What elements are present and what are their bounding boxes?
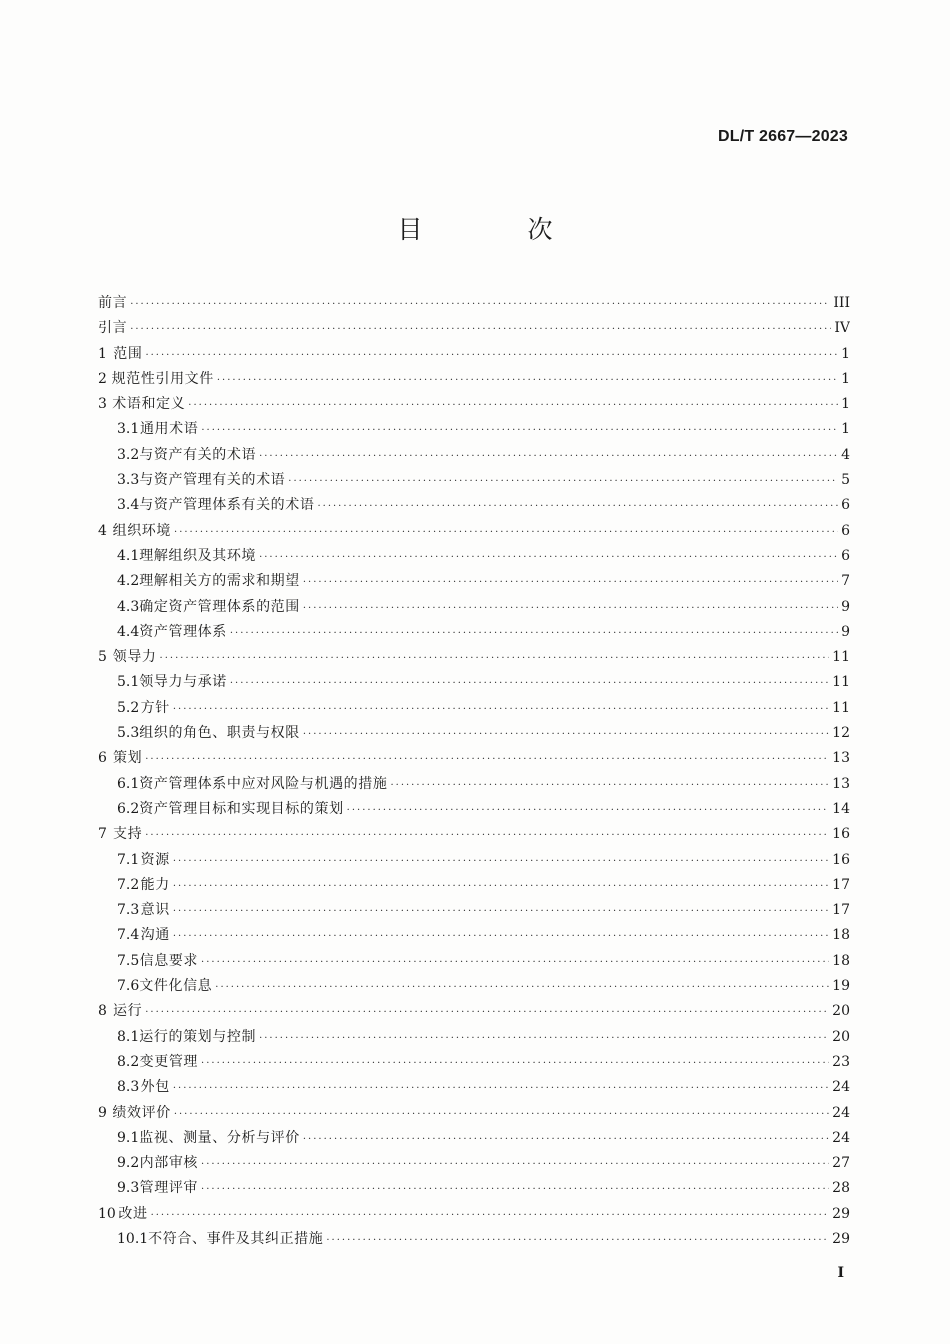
toc-leader-dots [303,596,838,620]
toc-entry-label: 监视、测量、分析与评价 [139,1129,300,1146]
toc-entry-number: 7.4 [117,927,140,944]
toc-entry-number: 4.2 [117,573,140,590]
toc-entry-page: 1 [841,421,850,438]
toc-leader-dots [317,494,838,518]
toc-entry-label: 不符合、事件及其纠正措施 [148,1230,324,1247]
toc-leader-dots [201,1177,829,1201]
toc-entry[interactable] [98,949,850,974]
toc-entry-label: 规范性引用文件 [111,370,214,387]
toc-leader-dots [173,924,829,948]
toc-entry-number: 9.2 [117,1155,140,1172]
toc-entry[interactable] [98,746,850,771]
toc-entry[interactable] [98,1227,850,1252]
toc-entry[interactable] [98,1050,850,1075]
toc-entry-number: 3 [98,396,107,413]
toc-leader-dots [173,1076,829,1100]
toc-leader-dots [259,1026,829,1050]
toc-entry-page: 1 [841,370,850,387]
toc-entry[interactable] [98,1126,850,1151]
toc-entry-number: 5.1 [117,674,140,691]
toc-leader-dots [326,1228,829,1252]
toc-leader-dots [303,570,838,594]
toc-entry-label: 管理评审 [139,1180,199,1197]
table-of-contents [98,291,850,1252]
toc-entry-number: 4.1 [117,547,140,564]
page-title: 目 次 [397,215,593,244]
toc-entry-page: 14 [832,800,850,817]
toc-entry-number: 1 [98,345,107,362]
toc-leader-dots [130,292,830,316]
toc-entry-label: 与资产有关的术语 [139,446,257,463]
toc-entry-number: 6.2 [117,800,140,817]
toc-entry-label: 通用术语 [139,421,199,438]
toc-entry-label: 信息要求 [139,952,199,969]
toc-leader-dots [151,1203,830,1227]
toc-entry-page: 16 [832,826,850,843]
toc-entry[interactable] [98,721,850,746]
toc-entry-label: 外包 [140,1079,170,1096]
toc-entry[interactable] [98,620,850,645]
toc-entry[interactable] [98,797,850,822]
toc-leader-dots [201,418,838,442]
toc-entry-number: 3.4 [117,497,140,514]
toc-entry-page: 16 [832,851,850,868]
toc-leader-dots [230,621,838,645]
toc-entry-number: 5.3 [117,725,140,742]
toc-entry-page: 9 [841,623,850,640]
toc-entry-number: 8 [98,1003,107,1020]
toc-entry[interactable] [98,316,850,341]
toc-entry-number: 4.4 [117,623,140,640]
toc-leader-dots [145,1000,829,1024]
toc-entry-label: 策划 [113,750,143,767]
toc-entry[interactable] [98,569,850,594]
toc-entry-number: 8.3 [117,1079,140,1096]
toc-leader-dots [201,950,829,974]
toc-entry-page: 19 [832,978,850,995]
toc-entry-page: 12 [832,725,850,742]
toc-entry-page: 24 [832,1079,850,1096]
toc-entry-label: 意识 [140,902,170,919]
document-code: DL/T 2667—2023 [718,128,848,145]
toc-entry[interactable] [98,1025,850,1050]
toc-entry[interactable] [98,544,850,569]
toc-entry-label: 确定资产管理体系的范围 [139,598,300,615]
toc-entry-number: 7.6 [117,978,140,995]
toc-entry-number: 8.1 [117,1028,140,1045]
toc-entry-label: 文件化信息 [139,978,213,995]
toc-leader-dots [160,646,830,670]
toc-entry-page: 17 [832,902,850,919]
toc-entry-number: 5.2 [117,699,140,716]
toc-entry-label: 变更管理 [139,1053,199,1070]
toc-entry[interactable] [98,392,850,417]
toc-entry[interactable] [98,1176,850,1201]
toc-leader-dots [303,722,829,746]
toc-entry-page: 13 [832,775,850,792]
toc-entry-label: 前言 [98,295,128,311]
toc-entry-number: 3.2 [117,446,140,463]
toc-leader-dots [130,317,831,341]
toc-entry[interactable] [98,670,850,695]
toc-entry-page: 20 [832,1003,850,1020]
toc-entry[interactable] [98,923,850,948]
toc-entry-label: 方针 [140,699,170,716]
page-number: I [837,1265,844,1281]
toc-entry-number: 8.2 [117,1053,140,1070]
toc-entry-number: 4.3 [117,598,140,615]
toc-entry-page: 13 [832,750,850,767]
toc-entry-label: 组织环境 [112,522,172,539]
toc-leader-dots [303,1127,829,1151]
toc-entry-number: 10.1 [117,1230,149,1247]
toc-entry-label: 组织的角色、职责与权限 [139,725,300,742]
toc-entry-page: 1 [841,345,850,362]
toc-entry-number: 10 [98,1205,116,1222]
toc-entry-label: 与资产管理体系有关的术语 [139,497,315,514]
toc-leader-dots [230,671,829,695]
toc-entry-page: 6 [841,522,850,539]
toc-leader-dots [173,899,829,923]
toc-entry-page: 24 [832,1129,850,1146]
toc-leader-dots [188,393,838,417]
toc-leader-dots [173,874,829,898]
toc-entry[interactable] [98,493,850,518]
toc-entry-page: 18 [832,952,850,969]
toc-entry-page: 24 [832,1104,850,1121]
toc-entry-label: 领导力与承诺 [139,674,227,691]
toc-entry-page: 11 [832,649,850,666]
toc-entry-number: 7.5 [117,952,140,969]
toc-entry-label: 改进 [118,1205,148,1222]
toc-entry-page: 11 [832,674,850,691]
toc-entry-label: 术语和定义 [112,396,186,413]
toc-entry[interactable] [98,696,850,721]
toc-entry[interactable] [98,772,850,797]
toc-entry[interactable] [98,645,850,670]
toc-entry-number: 2 [98,370,107,387]
toc-entry-number: 7 [98,826,107,843]
toc-entry[interactable] [98,822,850,847]
toc-entry[interactable] [98,848,850,873]
toc-entry[interactable] [98,342,850,367]
toc-entry-number: 9 [98,1104,107,1121]
toc-entry-number: 3.3 [117,472,140,489]
toc-entry-label: 与资产管理有关的术语 [139,472,286,489]
toc-entry-label: 沟通 [140,927,170,944]
toc-leader-dots [390,773,829,797]
toc-entry[interactable] [98,999,850,1024]
toc-entry-page: 5 [841,472,850,489]
toc-entry-page: 6 [841,547,850,564]
toc-entry[interactable] [98,1202,850,1227]
toc-entry-label: 引言 [98,320,128,337]
toc-entry-number: 5 [98,649,107,666]
toc-entry-page: 7 [841,573,850,590]
toc-entry-page: 20 [832,1028,850,1045]
toc-entry-label: 支持 [113,826,143,843]
toc-entry-label: 能力 [140,876,170,893]
toc-entry-label: 范围 [113,345,143,362]
toc-entry[interactable] [98,1101,850,1126]
toc-leader-dots [173,849,829,873]
toc-entry-label: 资源 [140,851,170,868]
toc-leader-dots [215,975,829,999]
toc-leader-dots [174,520,838,544]
toc-entry-page: 9 [841,598,850,615]
toc-entry-number: 9.3 [117,1180,140,1197]
toc-leader-dots [217,368,838,392]
toc-entry[interactable] [98,898,850,923]
toc-entry-label: 运行 [113,1003,143,1020]
toc-entry[interactable] [98,1151,850,1176]
toc-entry-number: 7.1 [117,851,140,868]
toc-entry-label: 内部审核 [139,1155,199,1172]
toc-entry-page: 28 [832,1180,850,1197]
toc-leader-dots [145,823,829,847]
toc-entry-page: 11 [832,699,850,716]
toc-entry-page: 27 [832,1155,850,1172]
toc-entry-number: 4 [98,522,107,539]
toc-entry-number: 9.1 [117,1129,140,1146]
toc-entry[interactable] [98,367,850,392]
toc-entry[interactable] [98,595,850,620]
toc-leader-dots [145,747,829,771]
toc-entry-number: 7.2 [117,876,140,893]
toc-leader-dots [173,697,829,721]
toc-entry-number: 7.3 [117,902,140,919]
toc-entry-page: 29 [832,1230,850,1247]
toc-entry-label: 资产管理目标和实现目标的策划 [139,800,344,817]
toc-entry-label: 理解相关方的需求和期望 [139,573,300,590]
toc-entry-label: 运行的策划与控制 [139,1028,257,1045]
toc-entry-page: 4 [841,446,850,463]
toc-leader-dots [259,545,838,569]
toc-entry[interactable] [98,443,850,468]
toc-entry[interactable] [98,468,850,493]
toc-entry-page: 18 [832,927,850,944]
toc-entry-number: 3.1 [117,421,140,438]
toc-entry-page: 6 [841,497,850,514]
toc-leader-dots [288,469,838,493]
toc-entry[interactable] [98,1075,850,1100]
toc-entry-label: 领导力 [112,649,157,666]
toc-entry-number: 6 [98,750,107,767]
toc-entry-number: 6.1 [117,775,140,792]
toc-entry[interactable] [98,291,850,316]
toc-entry-label: 资产管理体系中应对风险与机遇的措施 [139,775,388,792]
toc-entry-page: IV [834,320,850,337]
toc-entry-label: 理解组织及其环境 [139,547,257,564]
toc-entry-label: 资产管理体系 [139,623,227,640]
toc-leader-dots [174,1102,829,1126]
toc-leader-dots [201,1152,829,1176]
toc-entry[interactable] [98,974,850,999]
toc-entry[interactable] [98,417,850,442]
toc-entry[interactable] [98,519,850,544]
toc-entry-page: III [833,295,850,311]
toc-entry-page: 29 [832,1205,850,1222]
toc-leader-dots [347,798,830,822]
toc-entry-page: 1 [841,396,850,413]
toc-entry-label: 绩效评价 [112,1104,171,1121]
toc-leader-dots [201,1051,829,1075]
toc-entry-page: 17 [832,876,850,893]
toc-leader-dots [145,343,838,367]
toc-entry-page: 23 [832,1053,850,1070]
toc-leader-dots [259,444,838,468]
toc-entry[interactable] [98,873,850,898]
